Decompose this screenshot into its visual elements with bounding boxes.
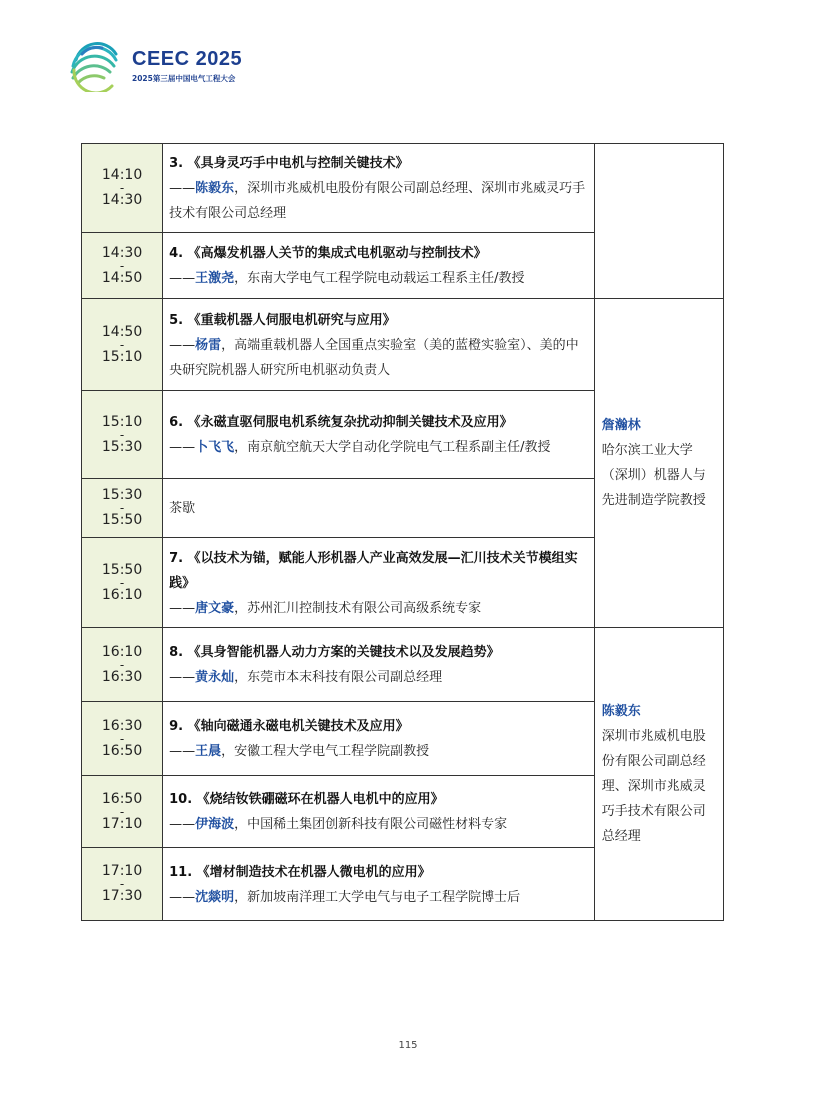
speaker-affiliation: ，高端重载机器人全国重点实验室（美的蓝橙实验室）、美的中央研究院机器人研究所电机驱动负责人 [169, 337, 579, 378]
talk-cell [163, 233, 595, 299]
time-dash: - [119, 877, 125, 891]
time-end: 14:30 [101, 192, 143, 208]
time-cell [82, 776, 163, 848]
time-start: 14:30 [101, 244, 143, 261]
talk-cell [163, 776, 595, 848]
schedule-table [81, 143, 724, 921]
time-start: 16:10 [101, 643, 143, 660]
talk-cell [163, 628, 595, 702]
talk-cell [163, 848, 595, 921]
chair-name: 詹瀚林 [601, 418, 641, 433]
time-start: 14:10 [101, 167, 143, 183]
chair-affiliation: 深圳市兆威机电股份有限公司副总经理、深圳市兆威灵巧手技术有限公司总经理 [601, 729, 706, 844]
time-end: 16:30 [101, 668, 143, 685]
time-cell [82, 299, 163, 391]
time-start: 16:50 [101, 790, 143, 807]
speaker-prefix: —— [169, 744, 196, 759]
time-end: 17:30 [101, 888, 143, 904]
talk-title: 11. 《增材制造技术在机器人微电机的应用》 [169, 864, 431, 880]
speaker-affiliation: ，东南大学电气工程学院电动载运工程系主任/教授 [234, 271, 525, 286]
talk-title: 5. 《重载机器人伺服电机研究与应用》 [169, 312, 396, 328]
time-end: 17:10 [101, 815, 143, 832]
speaker-name: 伊海波 [195, 817, 235, 832]
talk-cell [163, 144, 595, 233]
talk-title: 3. 《具身灵巧手中电机与控制关键技术》 [169, 156, 409, 171]
speaker-prefix: —— [169, 440, 196, 455]
speaker-affiliation: ，安徽工程大学电气工程学院副教授 [221, 744, 430, 759]
speaker-affiliation: ，东莞市本末科技有限公司副总经理 [234, 670, 443, 685]
logo-title: CEEC 2025 [132, 48, 243, 70]
table-row [82, 144, 724, 233]
time-cell [82, 628, 163, 702]
time-cell [82, 848, 163, 921]
time-dash: - [119, 427, 125, 442]
speaker-name: 杨雷 [195, 337, 222, 353]
tea-break-cell [163, 479, 595, 538]
session-chair-cell [594, 144, 723, 299]
time-start: 15:10 [101, 413, 143, 430]
speaker-affiliation: ，中国稀土集团创新科技有限公司磁性材料专家 [234, 817, 508, 832]
time-end: 16:10 [101, 586, 143, 603]
time-start: 14:50 [101, 323, 143, 340]
speaker-affiliation: ，苏州汇川控制技术有限公司高级系统专家 [234, 600, 482, 616]
speaker-name: 卜飞飞 [195, 440, 235, 455]
time-cell [82, 391, 163, 479]
time-end: 15:10 [101, 348, 143, 365]
time-cell [82, 479, 163, 538]
time-end: 15:30 [101, 438, 143, 455]
talk-title: 4. 《高爆发机器人关节的集成式电机驱动与控制技术》 [169, 246, 487, 261]
talk-title: 6. 《永磁直驱伺服电机系统复杂扰动抑制关键技术及应用》 [169, 415, 513, 430]
page-number: 115 [398, 1040, 418, 1051]
time-cell [82, 233, 163, 299]
conference-logo [68, 40, 268, 92]
speaker-prefix: —— [169, 817, 196, 832]
speaker-affiliation: ，南京航空航天大学自动化学院电气工程系副主任/教授 [234, 440, 551, 455]
time-end: 15:50 [101, 512, 143, 528]
speaker-name: 黄永灿 [195, 670, 235, 685]
speaker-prefix: —— [169, 670, 196, 685]
time-dash: - [119, 731, 125, 746]
speaker-name: 王激尧 [195, 271, 235, 286]
time-cell [82, 702, 163, 776]
talk-title: 8. 《具身智能机器人动力方案的关键技术以及发展趋势》 [169, 645, 500, 660]
speaker-prefix: —— [169, 600, 196, 616]
table-row [82, 299, 724, 391]
time-dash: - [119, 337, 125, 352]
speaker-name: 陈毅东 [195, 181, 235, 196]
talk-title: 7. 《以技术为锚，赋能人形机器人产业高效发展—汇川技术关节模组实践》 [169, 550, 578, 591]
time-start: 15:30 [101, 487, 143, 503]
time-dash: - [119, 501, 125, 515]
time-end: 14:50 [101, 269, 143, 286]
speaker-prefix: —— [169, 337, 196, 353]
speaker-affiliation: ，新加坡南洋理工大学电气与电子工程学院博士后 [234, 889, 521, 905]
logo-subtitle: 2025第三届中国电气工程大会 [132, 74, 236, 83]
time-start: 15:50 [101, 561, 143, 578]
time-dash: - [119, 258, 125, 273]
time-start: 17:10 [101, 863, 143, 879]
talk-title: 10. 《烧结钕铁硼磁环在机器人电机中的应用》 [169, 792, 444, 807]
time-dash: - [119, 804, 125, 819]
table-row [82, 628, 724, 702]
talk-cell [163, 299, 595, 391]
speaker-name: 王晨 [195, 744, 222, 759]
time-dash: - [119, 657, 125, 672]
time-dash: - [119, 181, 125, 195]
talk-cell [163, 538, 595, 628]
chair-name: 陈毅东 [601, 704, 641, 719]
chair-affiliation: 哈尔滨工业大学（深圳）机器人与先进制造学院教授 [601, 443, 706, 508]
session-chair-cell [594, 628, 723, 921]
tea-break-label: 茶歇 [169, 501, 196, 516]
speaker-prefix: —— [169, 889, 196, 905]
speaker-name: 沈燚明 [195, 889, 235, 905]
time-cell [82, 538, 163, 628]
ceec-globe-icon [68, 40, 124, 92]
time-start: 16:30 [101, 717, 143, 734]
talk-cell [163, 702, 595, 776]
talk-cell [163, 391, 595, 479]
speaker-prefix: —— [169, 271, 196, 286]
session-chair-cell [594, 299, 723, 628]
time-end: 16:50 [101, 742, 143, 759]
speaker-name: 唐文豪 [195, 600, 235, 616]
time-dash: - [119, 575, 125, 590]
speaker-affiliation: ，深圳市兆威机电股份有限公司副总经理、深圳市兆威灵巧手技术有限公司总经理 [169, 181, 586, 221]
talk-title: 9. 《轴向磁通永磁电机关键技术及应用》 [169, 719, 409, 734]
time-cell [82, 144, 163, 233]
speaker-prefix: —— [169, 181, 196, 196]
